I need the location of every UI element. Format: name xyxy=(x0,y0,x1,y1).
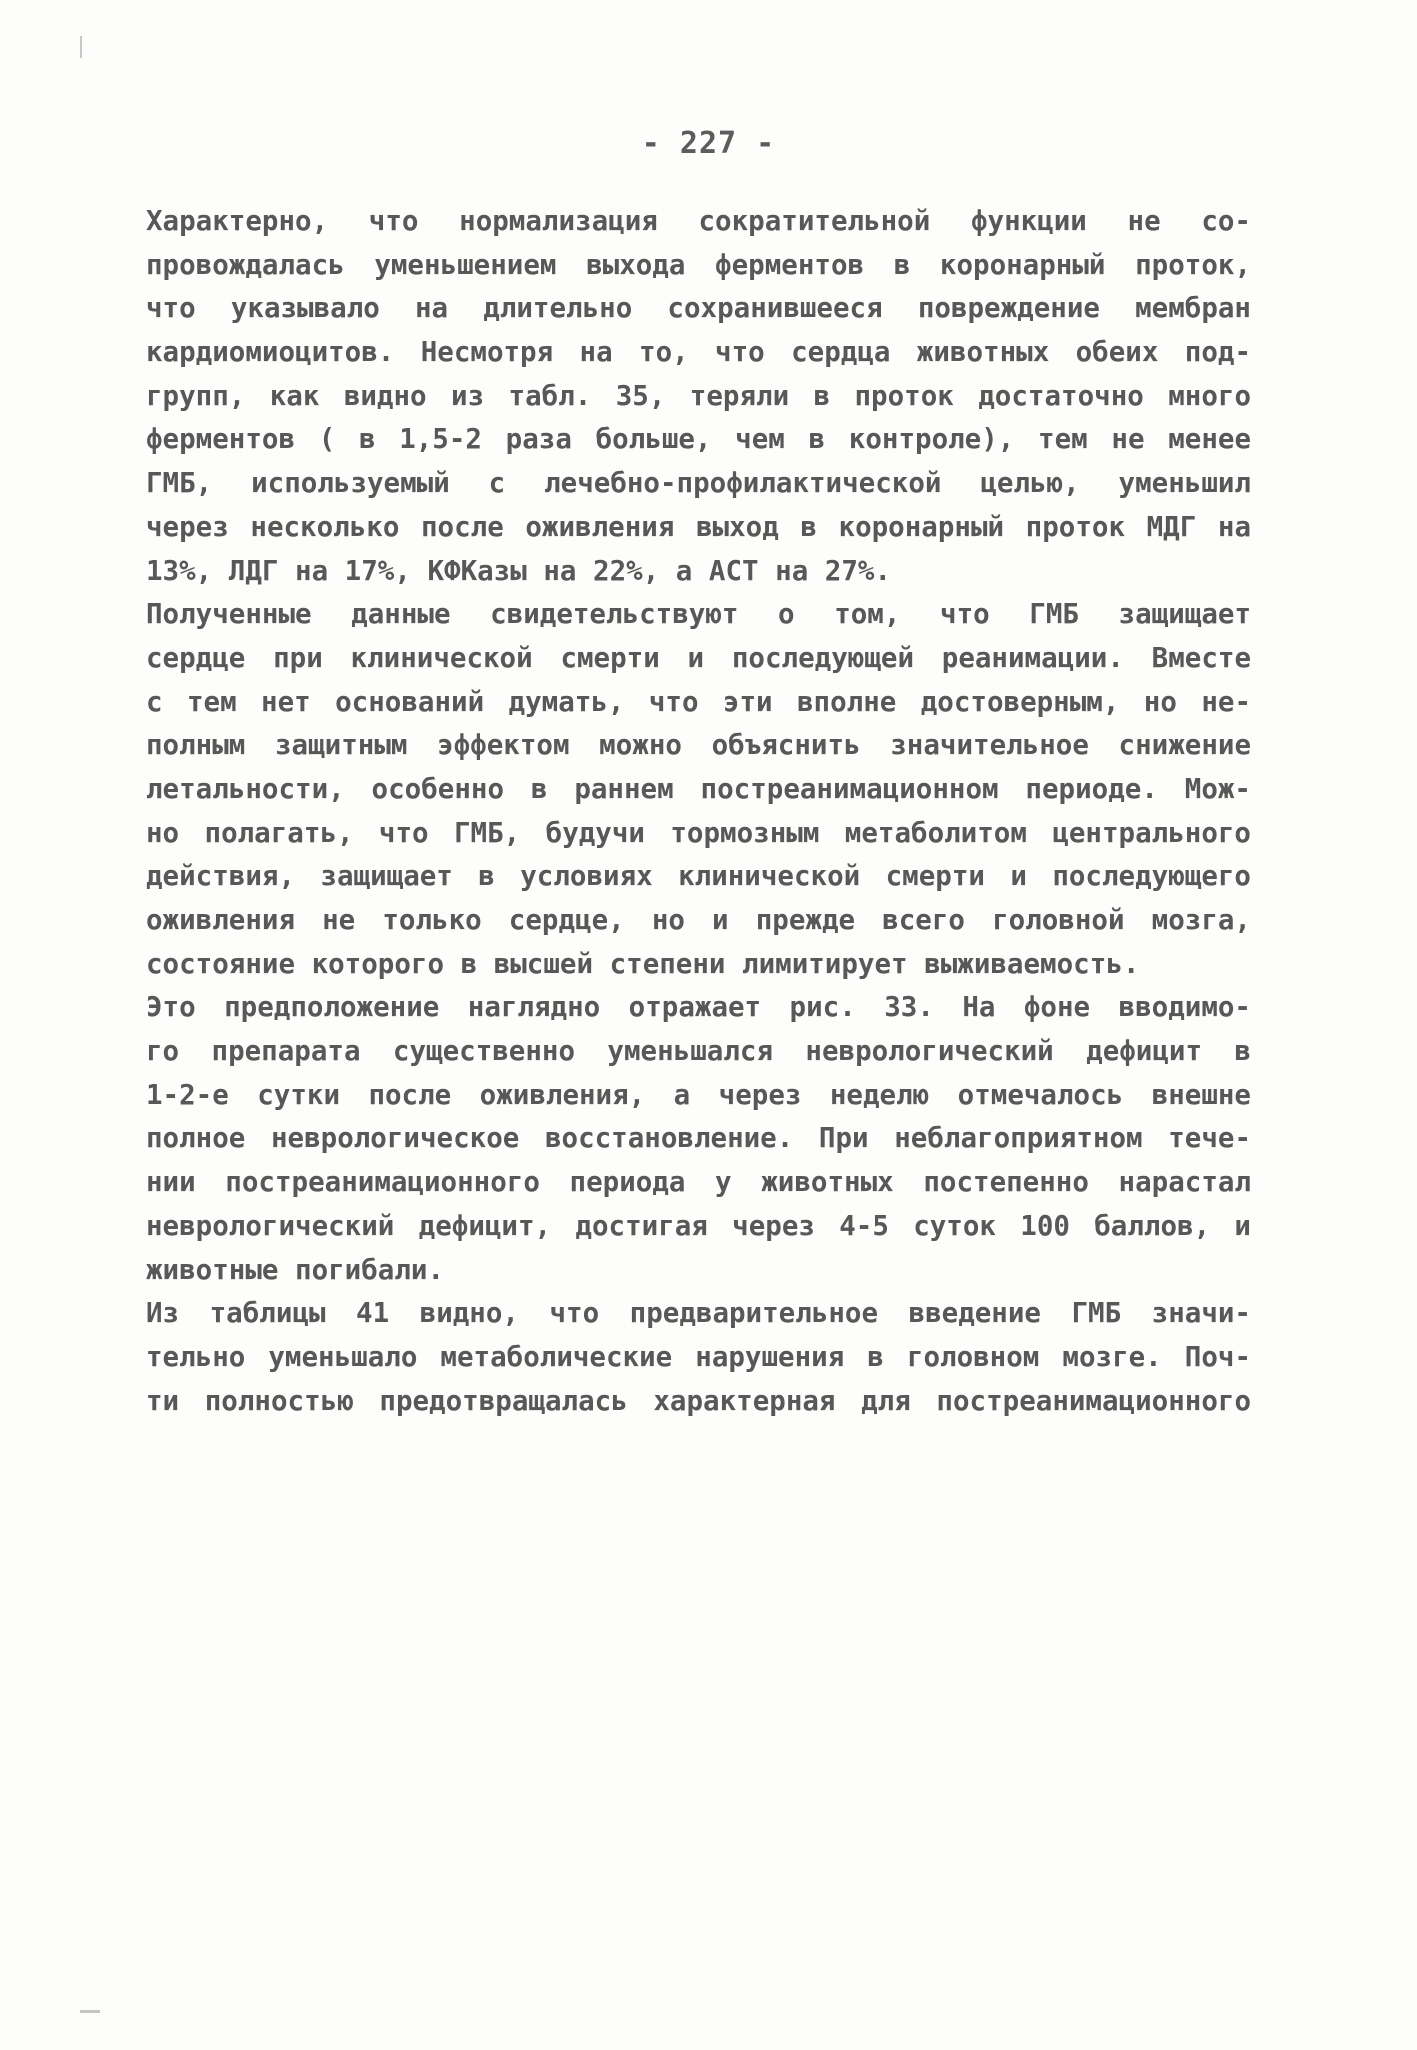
text-line: ГМБ, используемый с лечебно-профилактической целью, уменьшил xyxy=(146,467,1251,500)
text-line: неврологический дефицит, достигая через 4-5 суток 100 баллов, и xyxy=(146,1209,1251,1242)
text-line: с тем нет оснований думать, что эти вполне достоверным, но не- xyxy=(146,685,1251,718)
text-line: что указывало на длительно сохранившееся повреждение мембран xyxy=(146,292,1251,325)
text-line: Полученные данные свидетельствуют о том, что ГМБ защищает xyxy=(146,598,1251,631)
text-line: ферментов ( в 1,5-2 раза больше, чем в контроле), тем не менее xyxy=(146,423,1251,456)
text-line: сердце при клинической смерти и последующей реанимации. Вместе xyxy=(146,641,1251,674)
text-line: 1-2-е сутки после оживления, а через неделю отмечалось внешне xyxy=(146,1078,1251,1111)
text-line: тельно уменьшало метаболические нарушения в головном мозге. Поч- xyxy=(146,1340,1251,1373)
text-line: кардиомиоцитов. Несмотря на то, что сердца животных обеих под- xyxy=(146,336,1251,369)
text-line: состояние которого в высшей степени лимитирует выживаемость. xyxy=(146,947,1140,980)
page-number: - 227 - xyxy=(641,126,776,161)
text-line: провождалась уменьшением выхода ферментов в коронарный проток, xyxy=(146,248,1251,281)
text-line: ти полностью предотвращалась характерная для постреанимационного xyxy=(146,1384,1251,1417)
scan-edge-mark-bottom xyxy=(80,2010,100,2013)
text-line: через несколько после оживления выход в коронарный проток МДГ на xyxy=(146,510,1251,543)
text-line: полным защитным эффектом можно объяснить значительное снижение xyxy=(146,729,1251,762)
text-line: полное неврологическое восстановление. При неблагоприятном тече- xyxy=(146,1122,1251,1155)
text-line: групп, как видно из табл. 35, теряли в проток достаточно много xyxy=(146,379,1251,412)
text-line: го препарата существенно уменьшался неврологический дефицит в xyxy=(146,1035,1251,1068)
text-line: 13%, ЛДГ на 17%, КФКазы на 22%, а АСТ на 27%. xyxy=(146,554,892,587)
text-line: летальности, особенно в раннем постреанимационном периоде. Мож- xyxy=(146,772,1251,805)
text-line: нии постреанимационного периода у животных постепенно нарастал xyxy=(146,1166,1251,1199)
text-line: животные погибали. xyxy=(146,1253,445,1286)
scan-edge-mark xyxy=(80,36,82,58)
text-line: действия, защищает в условиях клинической смерти и последующего xyxy=(146,860,1251,893)
text-line: оживления не только сердце, но и прежде всего головной мозга, xyxy=(146,904,1251,936)
text-line: Из таблицы 41 видно, что предварительное введение ГМБ значи- xyxy=(146,1297,1251,1330)
text-line: Это предположение наглядно отражает рис. 33. На фоне вводимо- xyxy=(146,991,1251,1024)
body-text xyxy=(146,200,1251,1423)
text-line: Характерно, что нормализация сократительной функции не со- xyxy=(146,205,1251,237)
text-line: но полагать, что ГМБ, будучи тормозным метаболитом центрального xyxy=(146,816,1251,849)
